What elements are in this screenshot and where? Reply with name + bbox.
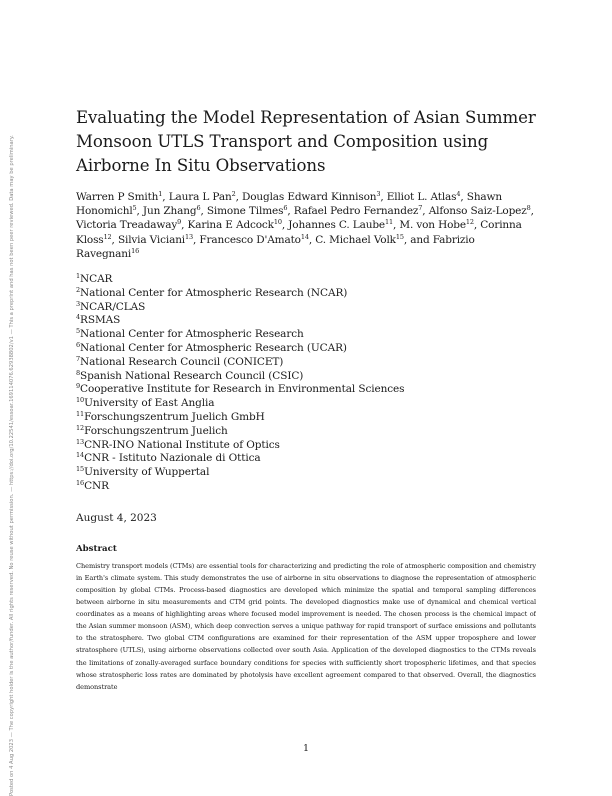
author-affiliation-mark: 12 [465,218,474,227]
affiliation-number: 12 [76,423,85,432]
affiliation-name: NCAR [80,273,113,286]
preprint-sidebar-notice: Posted on 4 Aug 2023 — The copyright holder is the author/funder. All rights reserved. No reuse without permission. — https://doi.org/10.22541/essoar.169114076.62938802/v1 — This a preprint and has not been peer reviewed. Data may be preliminary. [9,135,15,796]
author-name: Corinna Kloss [76,219,522,246]
affiliation-number: 16 [76,478,85,487]
author-separator: , [235,191,242,203]
affiliation-item [76,314,536,328]
author-separator: , [473,219,481,232]
author-separator: , and [403,233,433,246]
affiliation-item [76,466,536,480]
affiliation-number: 15 [76,465,85,474]
affiliation-number: 6 [76,341,81,349]
author-affiliation-mark: 5 [132,204,137,213]
author-affiliation-mark: 6 [283,204,288,213]
author-separator: , [193,233,200,246]
affiliation-item [76,342,536,356]
affiliation-item [76,452,536,466]
author-separator: , [281,219,289,232]
author-affiliation-mark: 4 [456,190,461,198]
author-name: Silvia Viciani [117,233,186,246]
author-name: C. Michael Volk [315,233,396,246]
affiliation-item [76,273,536,287]
author-separator: , [287,205,294,218]
author-affiliation-mark: 2 [231,190,236,198]
author-separator: , [111,233,118,246]
author-affiliation-mark: 11 [384,218,393,227]
affiliation-number: 4 [76,313,81,322]
affiliation-name: NCAR/CLAS [80,300,146,313]
author-separator: , [422,205,429,218]
affiliation-number: 5 [76,327,81,336]
author-name: Karina E Adcock [187,219,274,232]
author-name: M. von Hobe [399,219,466,232]
author-separator: , [308,233,316,246]
affiliation-item [76,287,536,301]
author-name: Simone Tilmes [206,205,284,218]
affiliation-number: 11 [76,409,85,418]
author-affiliation-mark: 1 [158,190,163,198]
affiliation-name: Forschungszentrum Juelich GmbH [84,410,265,423]
author-affiliation-mark: 13 [185,232,193,241]
author-name: Fabrizio Ravegnani [76,233,475,260]
affiliation-list [76,273,536,494]
author-name: Francesco D'Amato [199,233,301,246]
author-separator: , [181,219,188,232]
author-name: Laura L Pan [168,191,232,203]
affiliation-number: 8 [76,368,81,377]
abstract-text: Chemistry transport models (CTMs) are essential tools for characterizing and predicting the role of atmospheric composition and chemistry in Earth's climate system. This study demonstrates the use of airborne in situ observations to diagnose the representation of atmospheric composition by global CTMs. Process-based diagnostics are developed which minimize the spatial and temporal sampling differences between airborne in situ measurements and CTM grid points. The developed diagnostics make use of dynamical and chemical vertical coordinates as a means of highlighting areas where focused model improvement is needed. The chosen process is the chemical impact of the Asian summer monsoon (ASM), which deep convection serves a unique pathway for rapid transport of surface emissions and pollutants to the stratosphere. Two global CTM configurations are examined for their representation of the ASM upper troposphere and lower stratosphere (UTLS), using airborne observations collected over south Asia. Application of the developed diagnostics to the CTMs reveals the limitations of zonally-averaged surface boundary conditions for species with sufficiently short tropospheric lifetimes, and that species whose stratospheric loss rates are dominated by photolysis have excellent agreement compared to that observed. Overall, the diagnostics demonstrate [76,561,536,691]
author-name: Shawn Honomichl [76,191,502,218]
author-affiliation-mark: 12 [103,232,112,241]
affiliation-name: University of East Anglia [84,397,215,410]
affiliation-number: 10 [76,396,85,405]
author-separator: , [162,191,169,203]
author-affiliation-mark: 10 [273,218,282,227]
author-separator: , [200,205,207,218]
affiliation-number: 13 [76,437,85,446]
abstract-heading: Abstract [76,543,117,554]
affiliation-item [76,370,536,384]
affiliation-name: Forschungszentrum Juelich [84,424,228,437]
affiliation-name: National Research Council (CONICET) [80,355,284,368]
affiliation-name: Spanish National Research Council (CSIC) [80,369,304,382]
author-name: Johannes C. Laube [288,219,385,232]
author-name: Rafael Pedro Fernandez [293,205,419,218]
paper-date: August 4, 2023 [76,511,157,524]
author-name: Jun Zhang [142,205,197,218]
affiliation-number: 3 [76,299,81,308]
author-name: Elliot L. Atlas [386,191,457,203]
affiliation-item [76,328,536,342]
author-list [76,190,536,261]
author-separator: , [380,191,387,203]
author-name: Warren P Smith [76,191,159,203]
affiliation-item [76,383,536,397]
affiliation-name: RSMAS [80,314,121,327]
author-name: Victoria Treadaway [76,219,178,232]
author-affiliation-mark: 16 [131,246,140,255]
paper-content [76,100,536,742]
affiliation-item [76,480,536,494]
author-affiliation-mark: 15 [395,232,404,241]
author-affiliation-mark: 3 [376,190,381,198]
affiliation-name: National Center for Atmospheric Research (NCAR) [80,286,348,299]
affiliation-name: CNR [84,479,109,492]
author-name: Alfonso Saiz-Lopez [428,205,527,218]
affiliation-number: 1 [76,272,81,281]
affiliation-number: 14 [76,451,85,460]
author-separator: , [530,205,534,218]
author-separator: , [460,191,467,203]
author-separator: , [136,205,143,218]
author-affiliation-mark: 9 [177,218,182,227]
affiliation-item [76,439,536,453]
paper-title: Evaluating the Model Representation of Asian Summer Monsoon UTLS Transport and Composition using Airborne In Situ Observations [76,108,536,175]
affiliation-item [76,356,536,370]
author-separator: , [392,219,400,232]
affiliation-name: Cooperative Institute for Research in Environmental Sciences [80,383,405,396]
page-number: 1 [302,743,310,754]
affiliation-item [76,411,536,425]
author-name: Douglas Edward Kinnison [241,191,377,203]
affiliation-name: CNR - Istituto Nazionale di Ottica [84,452,261,465]
affiliation-name: National Center for Atmospheric Research (UCAR) [80,342,347,354]
affiliation-name: University of Wuppertal [84,466,210,479]
author-affiliation-mark: 7 [418,204,423,213]
author-affiliation-mark: 8 [526,204,531,213]
author-affiliation-mark: 6 [196,204,201,213]
affiliation-item [76,301,536,315]
affiliation-name: National Center for Atmospheric Research [80,328,304,341]
affiliation-name: CNR-INO National Institute of Optics [84,438,280,451]
author-affiliation-mark: 14 [300,232,309,241]
affiliation-number: 2 [76,285,81,294]
affiliation-item [76,397,536,411]
affiliation-number: 7 [76,354,81,363]
affiliation-number: 9 [76,382,81,391]
affiliation-item [76,425,536,439]
